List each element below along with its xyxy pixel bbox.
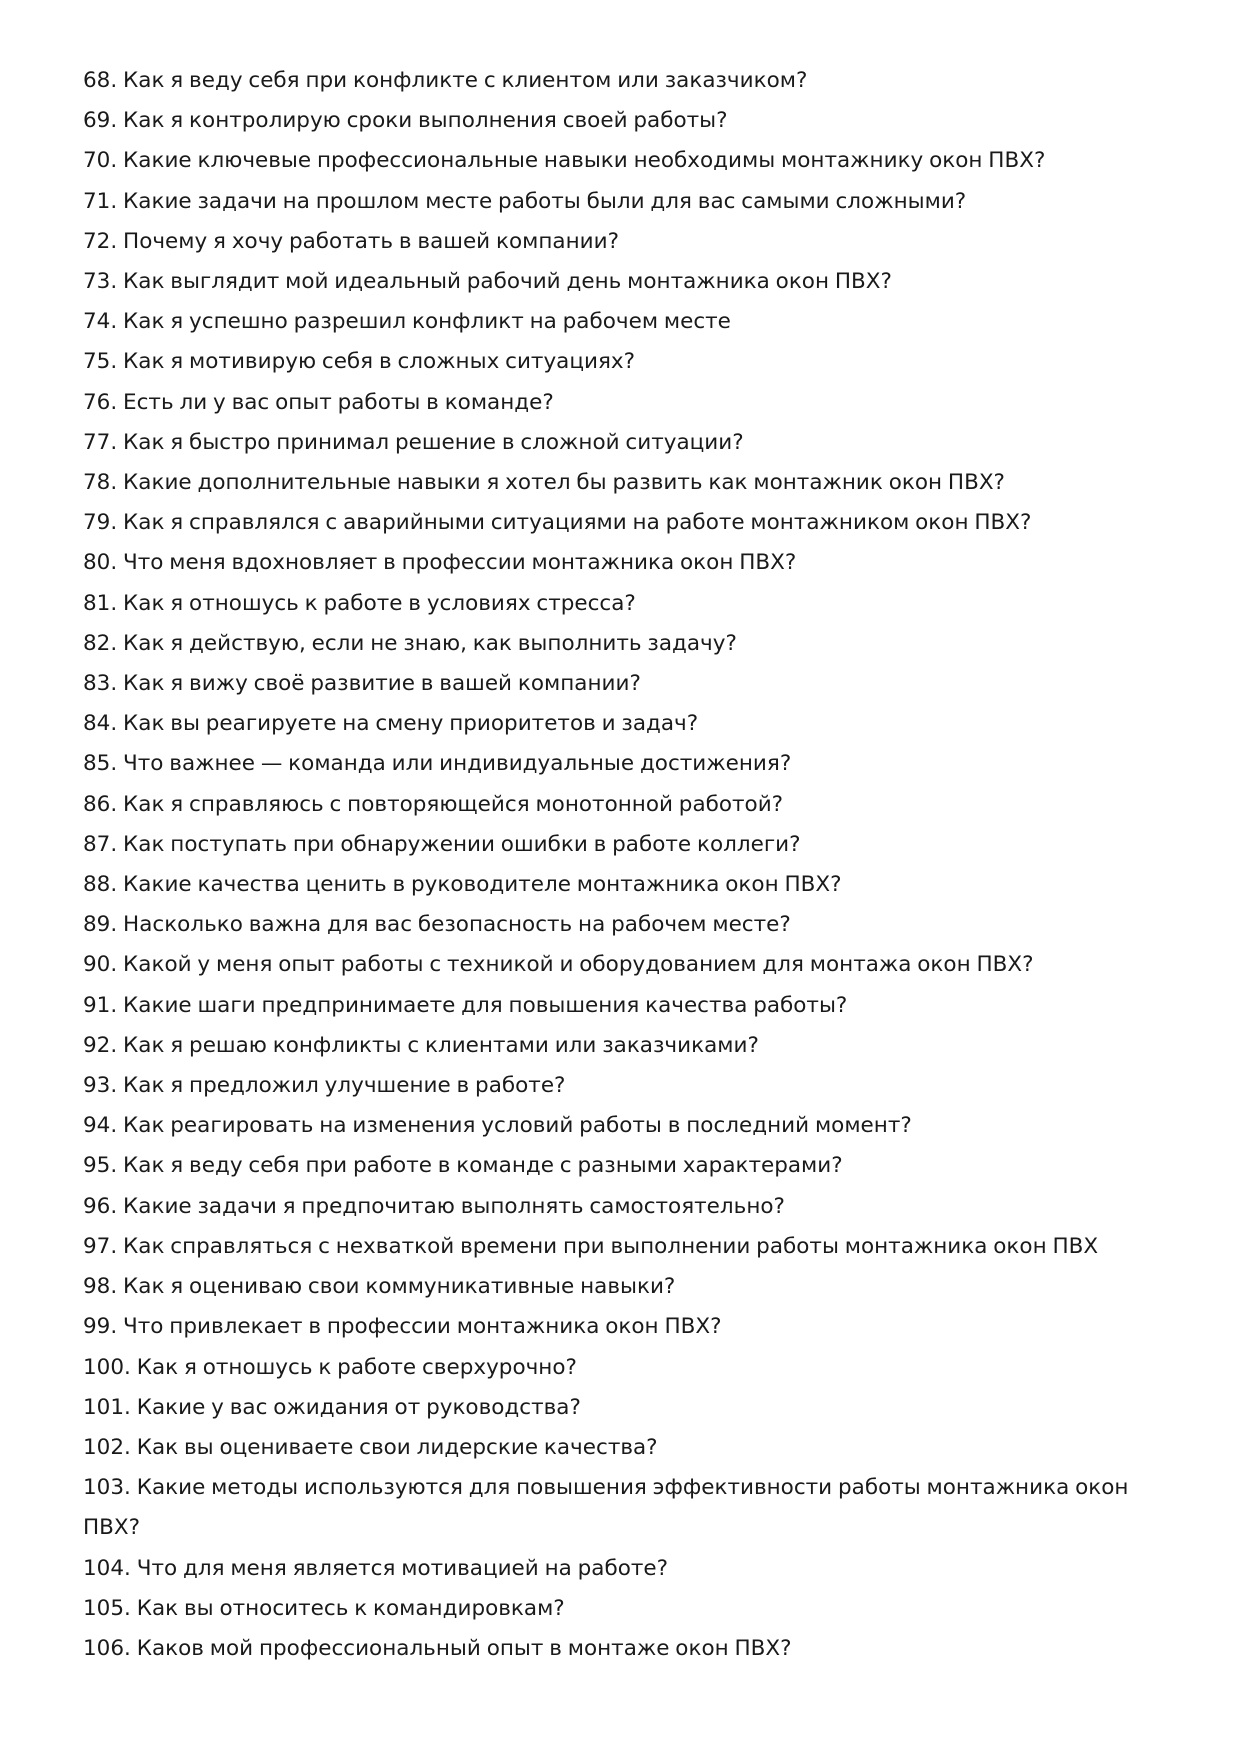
question-item: 74. Как я успешно разрешил конфликт на рабочем месте [83,309,731,335]
question-item: 95. Как я веду себя при работе в команде с разными характерами? [83,1153,843,1179]
question-item: 91. Какие шаги предпринимаете для повышения качества работы? [83,992,848,1018]
question-item: 71. Какие задачи на прошлом месте работы были для вас самыми сложными? [83,188,967,214]
question-item: 104. Что для меня является мотивацией на работе? [83,1555,669,1581]
question-item: 101. Какие у вас ожидания от руководства? [83,1394,581,1420]
question-item: 79. Как я справлялся с аварийными ситуациями на работе монтажником окон ПВХ? [83,510,1032,536]
question-item: 72. Почему я хочу работать в вашей компании? [83,228,619,254]
question-item: 96. Какие задачи я предпочитаю выполнять самостоятельно? [83,1193,785,1219]
question-item: 84. Как вы реагируете на смену приоритетов и задач? [83,711,699,737]
question-item: 88. Какие качества ценить в руководителе монтажника окон ПВХ? [83,872,842,898]
question-item: 99. Что привлекает в профессии монтажника окон ПВХ? [83,1314,722,1340]
question-item: 83. Как я вижу своё развитие в вашей компании? [83,671,641,697]
question-item: 97. Как справляться с нехваткой времени при выполнении работы монтажника окон ПВХ [83,1233,1099,1259]
question-item: 100. Как я отношусь к работе сверхурочно? [83,1354,577,1380]
question-item: 105. Как вы относитесь к командировкам? [83,1595,565,1621]
question-list [83,61,1163,1669]
question-item: 86. Как я справляюсь с повторяющейся монотонной работой? [83,791,784,817]
question-item: 73. Как выглядит мой идеальный рабочий день монтажника окон ПВХ? [83,269,892,295]
question-item: 102. Как вы оцениваете свои лидерские качества? [83,1434,658,1460]
question-item: 81. Как я отношусь к работе в условиях стресса? [83,590,636,616]
question-item: 68. Как я веду себя при конфликте с клиентом или заказчиком? [83,68,808,93]
question-item: 85. Что важнее — команда или индивидуальные достижения? [83,751,792,777]
question-item: 87. Как поступать при обнаружении ошибки в работе коллеги? [83,831,801,857]
question-item: 80. Что меня вдохновляет в профессии монтажника окон ПВХ? [83,550,797,576]
question-item: 76. Есть ли у вас опыт работы в команде? [83,389,554,415]
question-item: 77. Как я быстро принимал решение в сложной ситуации? [83,429,744,455]
question-item: 78. Какие дополнительные навыки я хотел бы развить как монтажник окон ПВХ? [83,470,1005,496]
question-item: 94. Как реагировать на изменения условий работы в последний момент? [83,1113,912,1139]
question-item: 82. Как я действую, если не знаю, как выполнить задачу? [83,630,737,656]
question-item: 69. Как я контролирую сроки выполнения своей работы? [83,108,728,134]
question-item: 75. Как я мотивирую себя в сложных ситуациях? [83,349,636,375]
question-item: 90. Какой у меня опыт работы с техникой и оборудованием для монтажа окон ПВХ? [83,952,1034,978]
question-item: 93. Как я предложил улучшение в работе? [83,1073,566,1099]
question-item: 106. Каков мой профессиональный опыт в монтаже окон ПВХ? [83,1635,792,1661]
question-item: 98. Как я оцениваю свои коммуникативные навыки? [83,1274,676,1300]
question-item: 92. Как я решаю конфликты с клиентами или заказчиками? [83,1032,759,1058]
question-item: 89. Насколько важна для вас безопасность на рабочем месте? [83,912,791,938]
question-item: 103. Какие методы используются для повышения эффективности работы монтажника окон ПВХ? [83,1475,1129,1541]
question-item: 70. Какие ключевые профессиональные навыки необходимы монтажнику окон ПВХ? [83,148,1046,174]
